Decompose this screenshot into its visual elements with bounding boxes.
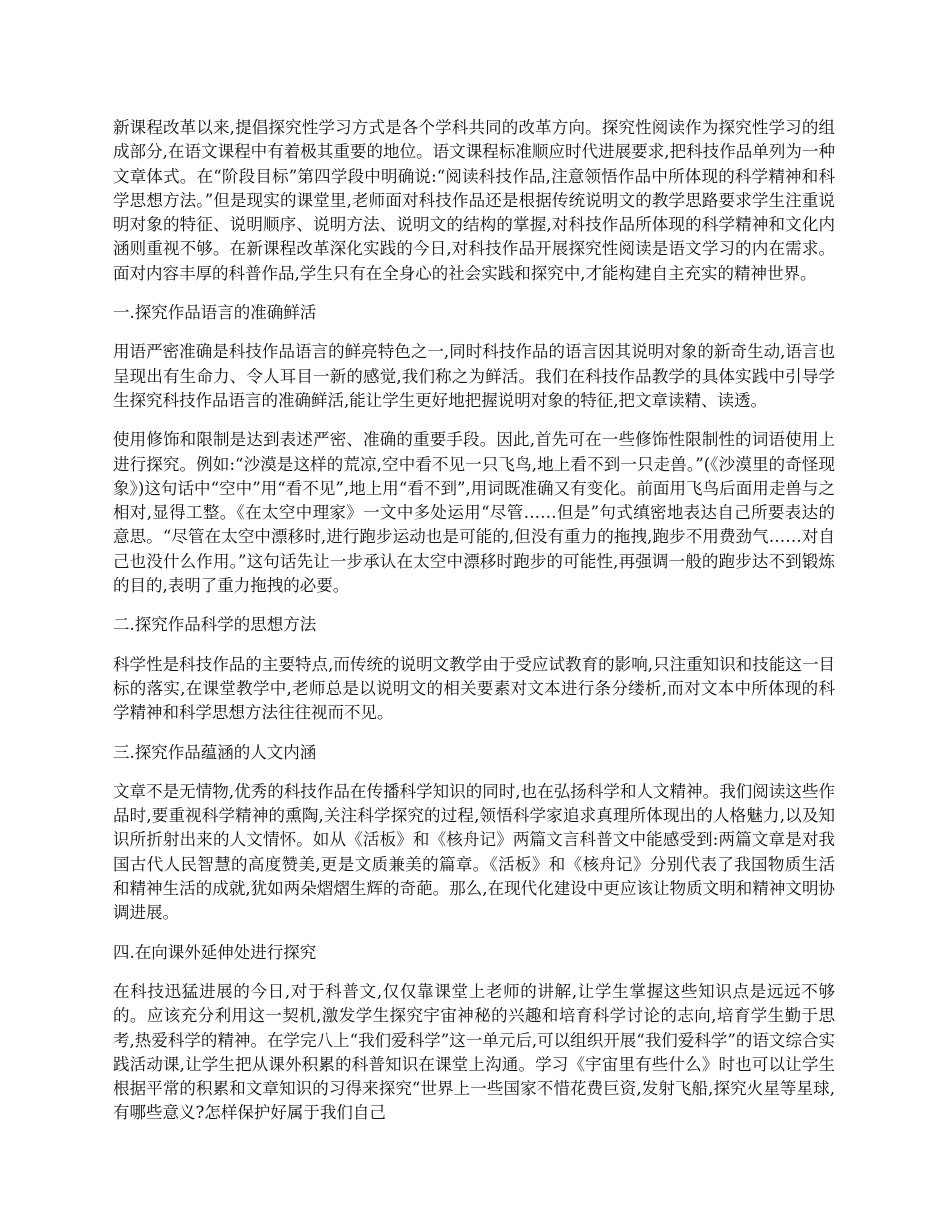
intro-paragraph: 新课程改革以来,提倡探究性学习方式是各个学科共同的改革方向。探究性阅读作为探究性学习的组成部分,在语文课程中有着极其重要的地位。语文课程标准顺应时代进展要求,把科技作品单列为一种文章体式。在“阶段目标”第四学段中明确说:“阅读科技作品,注意领悟作品中所体现的科学精神和科学思想方法。”但是现实的课堂里,老师面对科技作品还是根据传统说明文的教学思路要求学生注重说明对象的特征、说明顺序、说明方法、说明文的结构的掌握,对科技作品所体现的科学精神和文化内涵则重视不够。在新课程改革深化实践的今日,对科技作品开展探究性阅读是语文学习的内在需求。面对内容丰厚的科普作品,学生只有在全身心的社会实践和探究中,才能构建自主充实的精神世界。 bbox=[113, 118, 835, 283]
body-paragraph: 科学性是科技作品的主要特点,而传统的说明文教学由于受应试教育的影响,只注重知识和技能这一目标的落实,在课堂教学中,老师总是以说明文的相关要素对文本进行条分缕析,而对文本中所体现的科学精神和科学思想方法往往视而不见。 bbox=[113, 654, 835, 723]
body-paragraph: 用语严密准确是科技作品语言的鲜亮特色之一,同时科技作品的语言因其说明对象的新奇生动,语言也呈现出有生命力、令人耳目一新的感觉,我们称之为鲜活。我们在科技作品教学的具体实践中引导学生探究科技作品语言的准确鲜活,能让学生更好地把握说明对象的特征,把文章读精、读透。 bbox=[113, 342, 835, 410]
section-heading: 一.探究作品语言的准确鲜活 bbox=[113, 303, 317, 323]
section-2 bbox=[113, 613, 835, 725]
section-heading: 三.探究作品蕴涵的人文内涵 bbox=[113, 742, 317, 762]
section-1 bbox=[113, 301, 835, 598]
section-heading: 二.探究作品科学的思想方法 bbox=[113, 615, 317, 635]
document-page bbox=[113, 116, 835, 1141]
body-paragraph: 文章不是无情物,优秀的科技作品在传播科学知识的同时,也在弘扬科学和人文精神。我们阅读这些作品时,要重视科学精神的熏陶,关注科学探究的过程,领悟科学家追求真理所体现出的人格魅力,以及知识所折射出来的人文情怀。如从《活板》和《核舟记》两篇文言科普文中能感受到:两篇文章是对我国古代人民智慧的高度赞美,更是文质兼美的篇章。《活板》和《核舟记》分别代表了我国物质生活和精神生活的成就,犹如两朵熠熠生辉的奇葩。那么,在现代化建设中更应该让物质文明和精神文明协调进展。 bbox=[113, 781, 835, 923]
body-paragraph: 使用修饰和限制是达到表述严密、准确的重要手段。因此,首先可在一些修饰性限制性的词语使用上进行探究。例如:“沙漠是这样的荒凉,空中看不见一只飞鸟,地上看不到一只走兽。”(《沙漠里的奇怪现象》)这句话中“空中”用“看不见”,地上用“看不到”,用词既准确又有变化。前面用飞鸟后面用走兽与之相对,显得工整。《在太空中理家》一文中多处运用“尽管……但是”句式缜密地表达自己所要表达的意思。“尽管在太空中漂移时,进行跑步运动也是可能的,但没有重力的拖拽,跑步不用费劲气……对自己也没什么作用。”这句话先让一步承认在太空中漂移时跑步的可能性,再强调一般的跑步达不到锻炼的目的,表明了重力拖拽的必要。 bbox=[113, 430, 835, 596]
section-4 bbox=[113, 941, 835, 1126]
section-heading: 四.在向课外延伸处进行探究 bbox=[113, 942, 317, 962]
body-paragraph: 在科技迅猛进展的今日,对于科普文,仅仅靠课堂上老师的讲解,让学生掌握这些知识点是远远不够的。应该充分利用这一契机,激发学生探究宇宙神秘的兴趣和培育科学讨论的志向,培育学生勤于思考,热爱科学的精神。在学完八上“我们爱科学”这一单元后,可以组织开展“我们爱科学”的语文综合实践活动课,让学生把从课外积累的科普知识在课堂上沟通。学习《宇宙里有些什么》时也可以让学生根据平常的积累和文章知识的习得来探究“世界上一些国家不惜花费巨资,发射飞船,探究火星等星球,有哪些意义?怎样保护好属于我们自己 bbox=[113, 981, 835, 1123]
section-3 bbox=[113, 741, 835, 926]
